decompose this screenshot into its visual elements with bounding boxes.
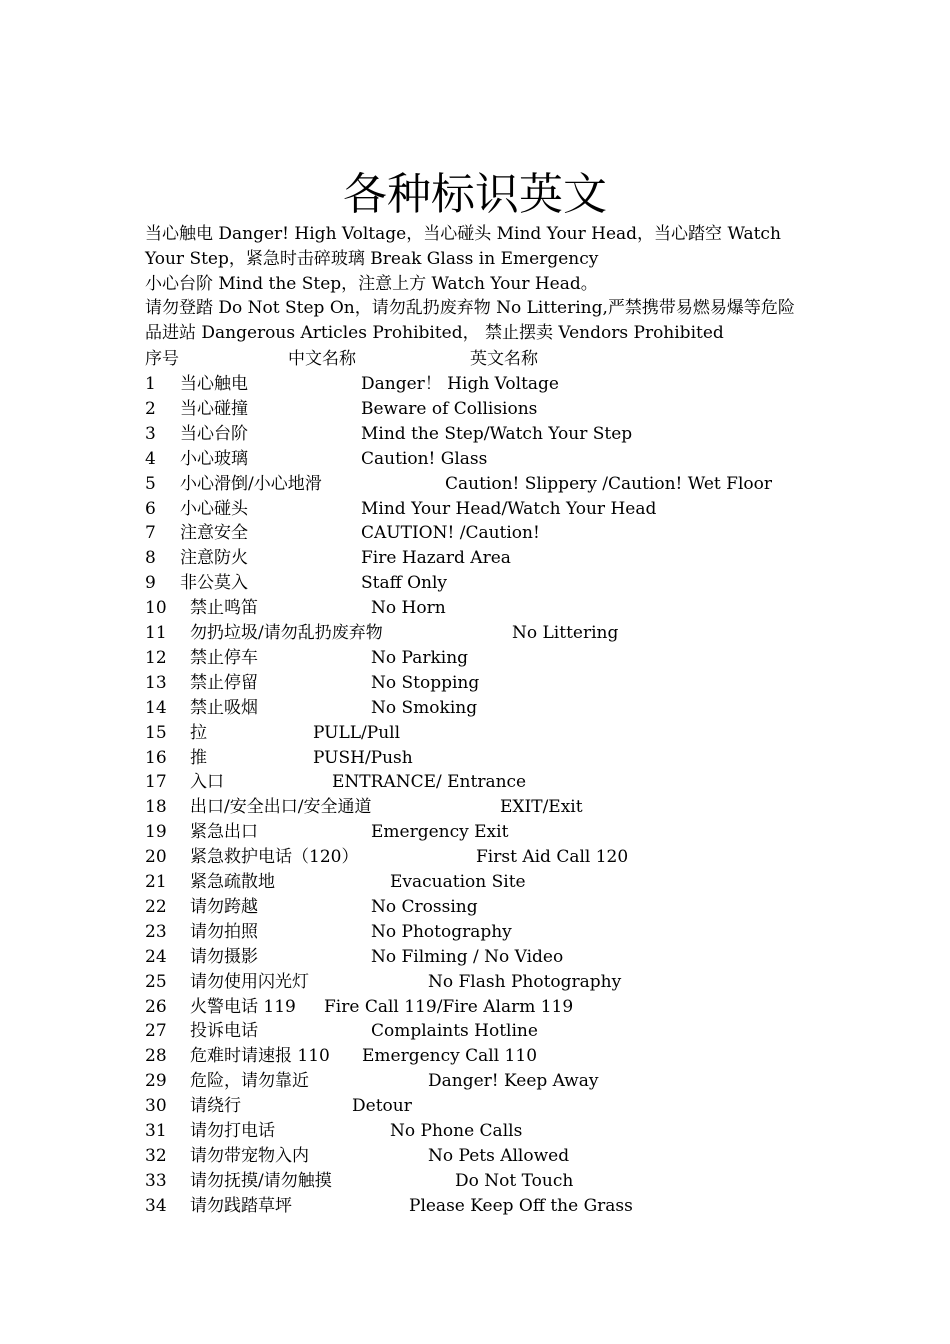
row-number: 34	[145, 1195, 167, 1216]
row-chinese-name: 禁止吸烟	[190, 697, 258, 718]
row-english-name: No Littering	[512, 623, 619, 643]
row-number: 17	[145, 772, 167, 793]
row-number: 12	[145, 647, 167, 668]
row-number: 19	[145, 822, 167, 843]
row-chinese-name: 请勿带宠物入内	[190, 1145, 309, 1166]
row-chinese-name: 禁止鸣笛	[190, 598, 258, 619]
row-english-name: PULL/Pull	[313, 722, 401, 743]
row-english-name: Caution! Slippery /Caution! Wet Floor	[445, 473, 772, 494]
header-number: 序号	[145, 349, 179, 369]
row-number: 6	[145, 498, 156, 519]
row-english-name: Do Not Touch	[455, 1170, 574, 1191]
intro-text	[145, 222, 810, 346]
row-english-name: No Parking	[371, 647, 469, 668]
row-number: 15	[145, 722, 167, 743]
row-chinese-name: 当心碰撞	[180, 398, 248, 419]
row-chinese-name: 拉	[190, 722, 207, 743]
intro-paragraph: 当心触电 Danger! High Voltage，当心碰头 Mind Your Head，当心踏空 Watch Your Step，紧急时击碎玻璃 Break Glass in Emergency	[145, 224, 781, 269]
row-english-name: Evacuation Site	[390, 872, 526, 892]
row-chinese-name: 小心碰头	[180, 498, 248, 519]
row-english-name: Beware of Collisions	[361, 398, 538, 419]
row-english-name: Detour	[352, 1096, 412, 1117]
row-chinese-name: 推	[190, 747, 207, 768]
row-chinese-name: 请勿摄影	[190, 946, 258, 967]
row-number: 24	[145, 946, 167, 967]
row-chinese-name: 禁止停留	[190, 672, 258, 693]
row-number: 8	[145, 548, 156, 569]
row-chinese-name: 紧急疏散地	[190, 872, 275, 892]
row-english-name: Danger！ High Voltage	[361, 374, 559, 394]
row-number: 2	[145, 398, 156, 419]
row-chinese-name: 请勿抚摸/请勿触摸	[190, 1170, 332, 1191]
row-english-name: No Pets Allowed	[428, 1145, 570, 1166]
header-english-name: 英文名称	[470, 349, 538, 369]
row-chinese-name: 紧急救护电话（120）	[190, 847, 359, 868]
row-number: 11	[145, 623, 167, 643]
row-number: 4	[145, 448, 156, 469]
row-english-name: Mind the Step/Watch Your Step	[361, 423, 633, 444]
row-chinese-name: 非公莫入	[180, 573, 248, 594]
row-number: 23	[145, 921, 167, 942]
row-number: 3	[145, 423, 156, 444]
row-english-name: CAUTION! /Caution!	[361, 523, 540, 544]
row-number: 14	[145, 697, 167, 718]
row-chinese-name: 出口/安全出口/安全通道	[190, 797, 372, 818]
row-chinese-name: 注意防火	[180, 548, 248, 569]
intro-paragraph: 小心台阶 Mind the Step，注意上方 Watch Your Head。	[145, 273, 598, 294]
row-english-name: Fire Hazard Area	[361, 548, 511, 569]
row-chinese-name: 火警电话 119	[190, 996, 296, 1017]
row-english-name: First Aid Call 120	[476, 847, 629, 868]
row-chinese-name: 请勿跨越	[190, 896, 258, 917]
row-number: 1	[145, 374, 156, 394]
row-number: 16	[145, 747, 167, 768]
intro-paragraph: 请勿登踏 Do Not Step On，请勿乱扔废弃物 No Littering,严禁携带易燃易爆等危险品进站 Dangerous Articles Prohibited， 禁止摆卖 Vendors Prohibited	[145, 298, 795, 344]
row-english-name: Complaints Hotline	[371, 1021, 538, 1042]
row-chinese-name: 请勿践踏草坪	[190, 1195, 292, 1216]
row-english-name: PUSH/Push	[313, 747, 413, 768]
row-number: 22	[145, 896, 167, 917]
row-number: 21	[145, 872, 167, 892]
row-number: 9	[145, 573, 156, 594]
row-chinese-name: 注意安全	[180, 523, 248, 544]
row-number: 7	[145, 523, 156, 544]
row-number: 20	[145, 847, 167, 868]
row-chinese-name: 禁止停车	[190, 647, 258, 668]
row-number: 33	[145, 1170, 167, 1191]
row-number: 5	[145, 473, 156, 494]
row-number: 28	[145, 1046, 167, 1067]
row-chinese-name: 入口	[190, 772, 224, 793]
row-english-name: Fire Call 119/Fire Alarm 119	[324, 996, 574, 1017]
row-number: 10	[145, 598, 167, 619]
header-chinese-name: 中文名称	[288, 349, 356, 369]
row-number: 27	[145, 1021, 167, 1042]
row-chinese-name: 投诉电话	[190, 1021, 258, 1042]
row-chinese-name: 紧急出口	[190, 822, 258, 843]
row-chinese-name: 危险，请勿靠近	[190, 1071, 309, 1092]
row-chinese-name: 请绕行	[190, 1096, 241, 1117]
row-english-name: No Filming / No Video	[371, 946, 564, 967]
row-number: 32	[145, 1145, 167, 1166]
row-chinese-name: 当心触电	[180, 374, 248, 394]
row-english-name: Caution! Glass	[361, 448, 488, 469]
row-chinese-name: 小心玻璃	[180, 448, 248, 469]
row-english-name: No Phone Calls	[390, 1121, 523, 1141]
row-number: 29	[145, 1071, 167, 1092]
row-english-name: Emergency Call 110	[362, 1046, 538, 1067]
row-english-name: No Horn	[371, 598, 446, 619]
row-number: 18	[145, 797, 167, 818]
row-chinese-name: 勿扔垃圾/请勿乱扔废弃物	[190, 623, 383, 643]
row-english-name: Staff Only	[361, 573, 448, 594]
row-number: 30	[145, 1096, 167, 1117]
row-chinese-name: 小心滑倒/小心地滑	[180, 473, 322, 494]
row-chinese-name: 请勿使用闪光灯	[190, 971, 309, 992]
row-english-name: Danger! Keep Away	[428, 1071, 599, 1092]
row-english-name: No Photography	[371, 921, 512, 942]
row-english-name: Mind Your Head/Watch Your Head	[361, 498, 657, 519]
row-english-name: EXIT/Exit	[500, 797, 583, 818]
row-number: 25	[145, 971, 167, 992]
row-chinese-name: 请勿拍照	[190, 921, 258, 942]
row-english-name: Please Keep Off the Grass	[409, 1195, 633, 1216]
row-english-name: ENTRANCE/ Entrance	[332, 772, 527, 793]
row-english-name: No Stopping	[371, 672, 480, 693]
row-chinese-name: 请勿打电话	[190, 1121, 275, 1141]
row-english-name: Emergency Exit	[371, 822, 509, 843]
row-chinese-name: 当心台阶	[180, 423, 248, 444]
row-english-name: No Crossing	[371, 896, 478, 917]
row-number: 31	[145, 1121, 167, 1141]
row-number: 26	[145, 996, 167, 1017]
row-english-name: No Smoking	[371, 697, 478, 718]
row-chinese-name: 危难时请速报 110	[190, 1046, 330, 1067]
page-title: 各种标识英文	[343, 169, 607, 221]
row-number: 13	[145, 672, 167, 693]
row-english-name: No Flash Photography	[428, 971, 622, 992]
